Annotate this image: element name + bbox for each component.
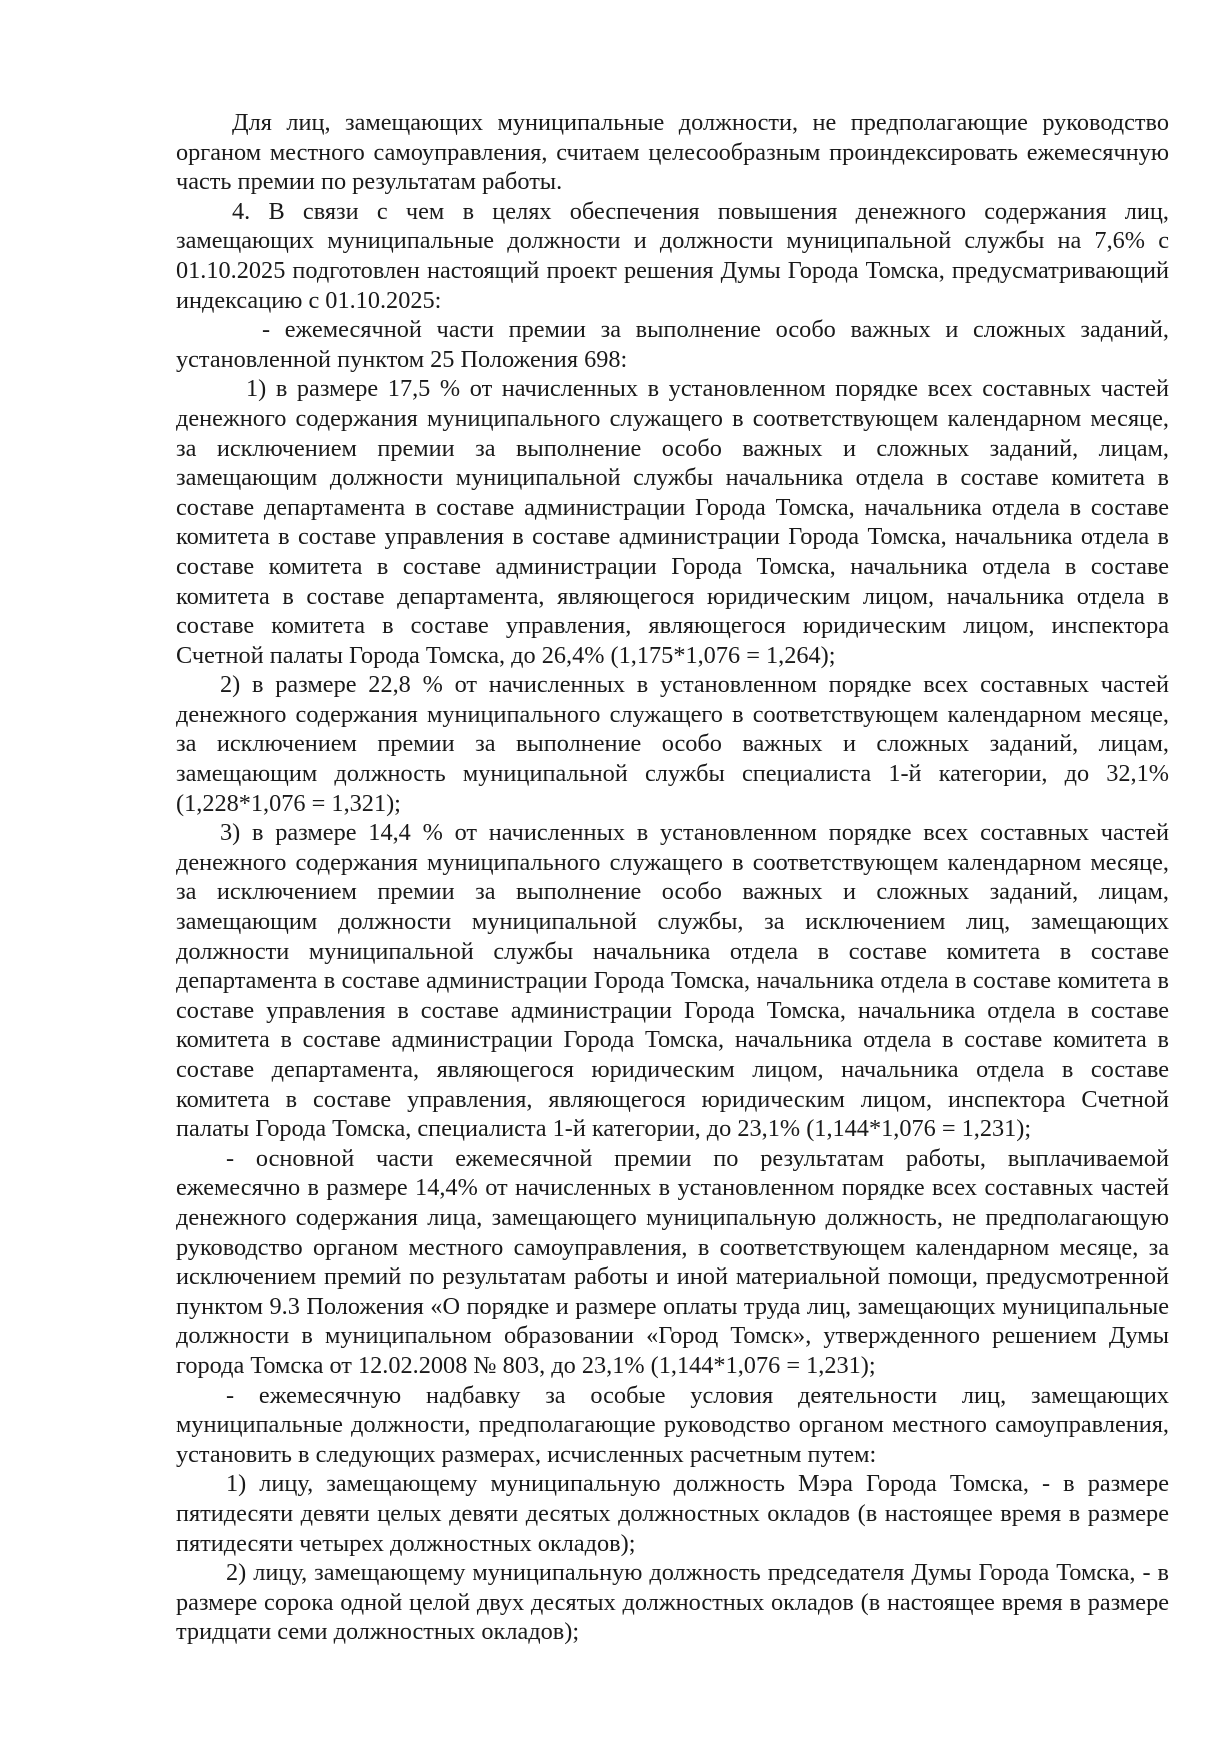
paragraph-bullet-monthly-bonus: - основной части ежемесячной премии по результатам работы, выплачиваемой ежемесячно в размере 14,4% от начисленных в установленном порядке всех составных частей денежного содержания лица, замещающего муниципальную должность, не предполагающую руководство органом местного самоуправления, в соответствующем календарном месяце, за исключением премий по результатам работы и иной материальной помощи, предусмотренной пунктом 9.3 Положения «О порядке и размере оплаты труда лиц, замещающих муниципальные должности в муниципальном образовании «Город Томск», утвержденного решением Думы города Томска от 12.02.2008 № 803, до 23,1% (1,144*1,076 = 1,231); xyxy=(176,1144,1169,1379)
paragraph-subitem-1: 1) в размере 17,5 % от начисленных в установленном порядке всех составных частей денежного содержания муниципального служащего в соответствующем календарном месяце, за исключением премии за выполнение особо важных и сложных заданий, лицам, замещающим должности муниципальной службы начальника отдела в составе комитета в составе департамента в составе администрации Города Томска, начальника отдела в составе комитета в составе управления в составе администрации Города Томска, начальника отдела в составе комитета в составе администрации Города Томска, начальника отдела в составе комитета в составе департамента, являющегося юридическим лицом, начальника отдела в составе комитета в составе управления, являющегося юридическим лицом, инспектора Счетной палаты Города Томска, до 26,4% (1,175*1,076 = 1,264); xyxy=(176,375,1169,669)
document-page xyxy=(176,108,1169,1647)
paragraph-item-4: 4. В связи с чем в целях обеспечения повышения денежного содержания лиц, замещающих муниципальные должности и должности муниципальной службы на 7,6% с 01.10.2025 подготовлен настоящий проект решения Думы Города Томска, предусматривающий индексацию с 01.10.2025: xyxy=(176,197,1169,314)
paragraph-subitem-2: 2) в размере 22,8 % от начисленных в установленном порядке всех составных частей денежного содержания муниципального служащего в соответствующем календарном месяце, за исключением премии за выполнение особо важных и сложных заданий, лицам, замещающим должность муниципальной службы специалиста 1-й категории, до 32,1% (1,228*1,076 = 1,321); xyxy=(176,671,1169,817)
paragraph-subitem-3: 3) в размере 14,4 % от начисленных в установленном порядке всех составных частей денежного содержания муниципального служащего в соответствующем календарном месяце, за исключением премии за выполнение особо важных и сложных заданий, лицам, замещающим должности муниципальной службы, за исключением лиц, замещающих должности муниципальной службы начальника отдела в составе комитета в составе департамента в составе администрации Города Томска, начальника отдела в составе комитета в составе управления в составе администрации Города Томска, начальника отдела в составе комитета в составе администрации Города Томска, начальника отдела в составе комитета в составе департамента, являющегося юридическим лицом, начальника отдела в составе комитета в составе управления, являющегося юридическим лицом, инспектора Счетной палаты Города Томска, специалиста 1-й категории, до 23,1% (1,144*1,076 = 1,231); xyxy=(176,819,1169,1143)
paragraph-allowance-duma-chairman: 2) лицу, замещающему муниципальную должность председателя Думы Города Томска, - в размере сорока одной целой двух десятых должностных окладов (в настоящее время в размере тридцати семи должностных окладов); xyxy=(176,1559,1169,1646)
paragraph-bullet-special-tasks: - ежемесячной части премии за выполнение особо важных и сложных заданий, установленной пунктом 25 Положения 698: xyxy=(176,316,1169,373)
paragraph-bullet-allowance: - ежемесячную надбавку за особые условия деятельности лиц, замещающих муниципальные должности, предполагающие руководство органом местного самоуправления, установить в следующих размерах, исчисленных расчетным путем: xyxy=(176,1381,1169,1468)
paragraph-intro: Для лиц, замещающих муниципальные должности, не предполагающие руководство органом местного самоуправления, считаем целесообразным проиндексировать ежемесячную часть премии по результатам работы. xyxy=(176,109,1169,196)
paragraph-allowance-mayor: 1) лицу, замещающему муниципальную должность Мэра Города Томска, - в размере пятидесяти девяти целых девяти десятых должностных окладов (в настоящее время в размере пятидесяти четырех должностных окладов); xyxy=(176,1470,1169,1557)
